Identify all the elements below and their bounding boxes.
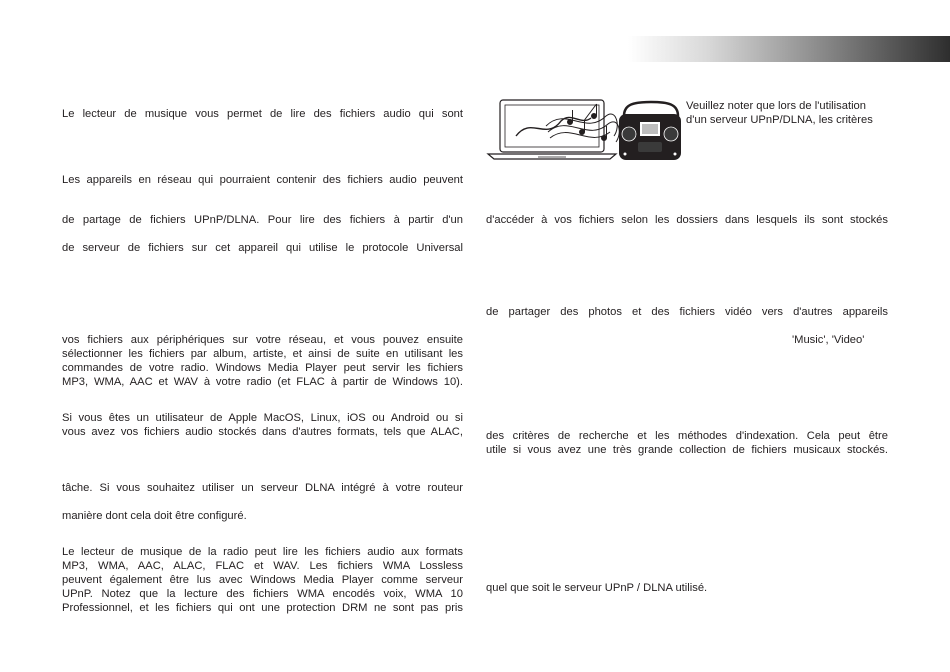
left-line-16: UPnP. Notez que la lecture des fichiers WMA encodés voix, WMA 10: [62, 588, 463, 600]
right-line-5: 'Music', 'Video': [792, 334, 865, 346]
right-line-6: des critères de recherche et les méthodes d'indexation. Cela peut être: [486, 430, 888, 442]
header-gradient-bar: [628, 36, 950, 62]
right-line-3: d'accéder à vos fichiers selon les dossiers dans lesquels ils sont stockés: [486, 214, 888, 226]
network-playback-illustration: [486, 96, 681, 166]
left-line-14: MP3, WMA, AAC, ALAC, FLAC et WAV. Les fichiers WMA Lossless: [62, 560, 463, 572]
left-line-5: vos fichiers aux périphériques sur votre réseau, et vous pouvez ensuite: [62, 334, 463, 346]
left-line-2: Les appareils en réseau qui pourraient contenir des fichiers audio peuvent: [62, 174, 463, 186]
right-line-7: utile si vous avez une très grande collection de fichiers musicaux stockés.: [486, 444, 888, 456]
left-line-1: Le lecteur de musique vous permet de lire des fichiers audio qui sont: [62, 108, 463, 120]
left-line-9: Si vous êtes un utilisateur de Apple MacOS, Linux, iOS ou Android ou si: [62, 412, 463, 424]
right-line-4: de partager des photos et des fichiers vidéo vers d'autres appareils: [486, 306, 888, 318]
left-line-6: sélectionner les fichiers par album, artiste, et ainsi de suite en utilisant les: [62, 348, 463, 360]
right-line-1: Veuillez noter que lors de l'utilisation: [686, 100, 866, 112]
left-line-3: de partage de fichiers UPnP/DLNA. Pour lire des fichiers à partir d'un: [62, 214, 463, 226]
right-line-2: d'un serveur UPnP/DLNA, les critères: [686, 114, 873, 126]
left-line-17: Professionnel, et les fichiers qui ont une protection DRM ne sont pas pris: [62, 602, 463, 614]
radio-icon: [619, 102, 681, 160]
left-line-10: vous avez vos fichiers audio stockés dans d'autres formats, tels que ALAC,: [62, 426, 463, 438]
left-line-8: MP3, WMA, AAC et WAV à votre radio (et FLAC à partir de Windows 10).: [62, 376, 463, 388]
left-line-4: de serveur de fichiers sur cet appareil qui utilise le protocole Universal: [62, 242, 463, 254]
left-line-12: manière dont cela doit être configuré.: [62, 510, 247, 522]
right-line-8: quel que soit le serveur UPnP / DLNA utilisé.: [486, 582, 708, 594]
left-line-13: Le lecteur de musique de la radio peut lire les fichiers audio aux formats: [62, 546, 463, 558]
music-notes-icon: [546, 104, 619, 142]
left-line-15: peuvent également être lus avec Windows Media Player comme serveur: [62, 574, 463, 586]
left-line-11: tâche. Si vous souhaitez utiliser un serveur DLNA intégré à votre routeur: [62, 482, 463, 494]
left-line-7: commandes de votre radio. Windows Media Player peut servir les fichiers: [62, 362, 463, 374]
